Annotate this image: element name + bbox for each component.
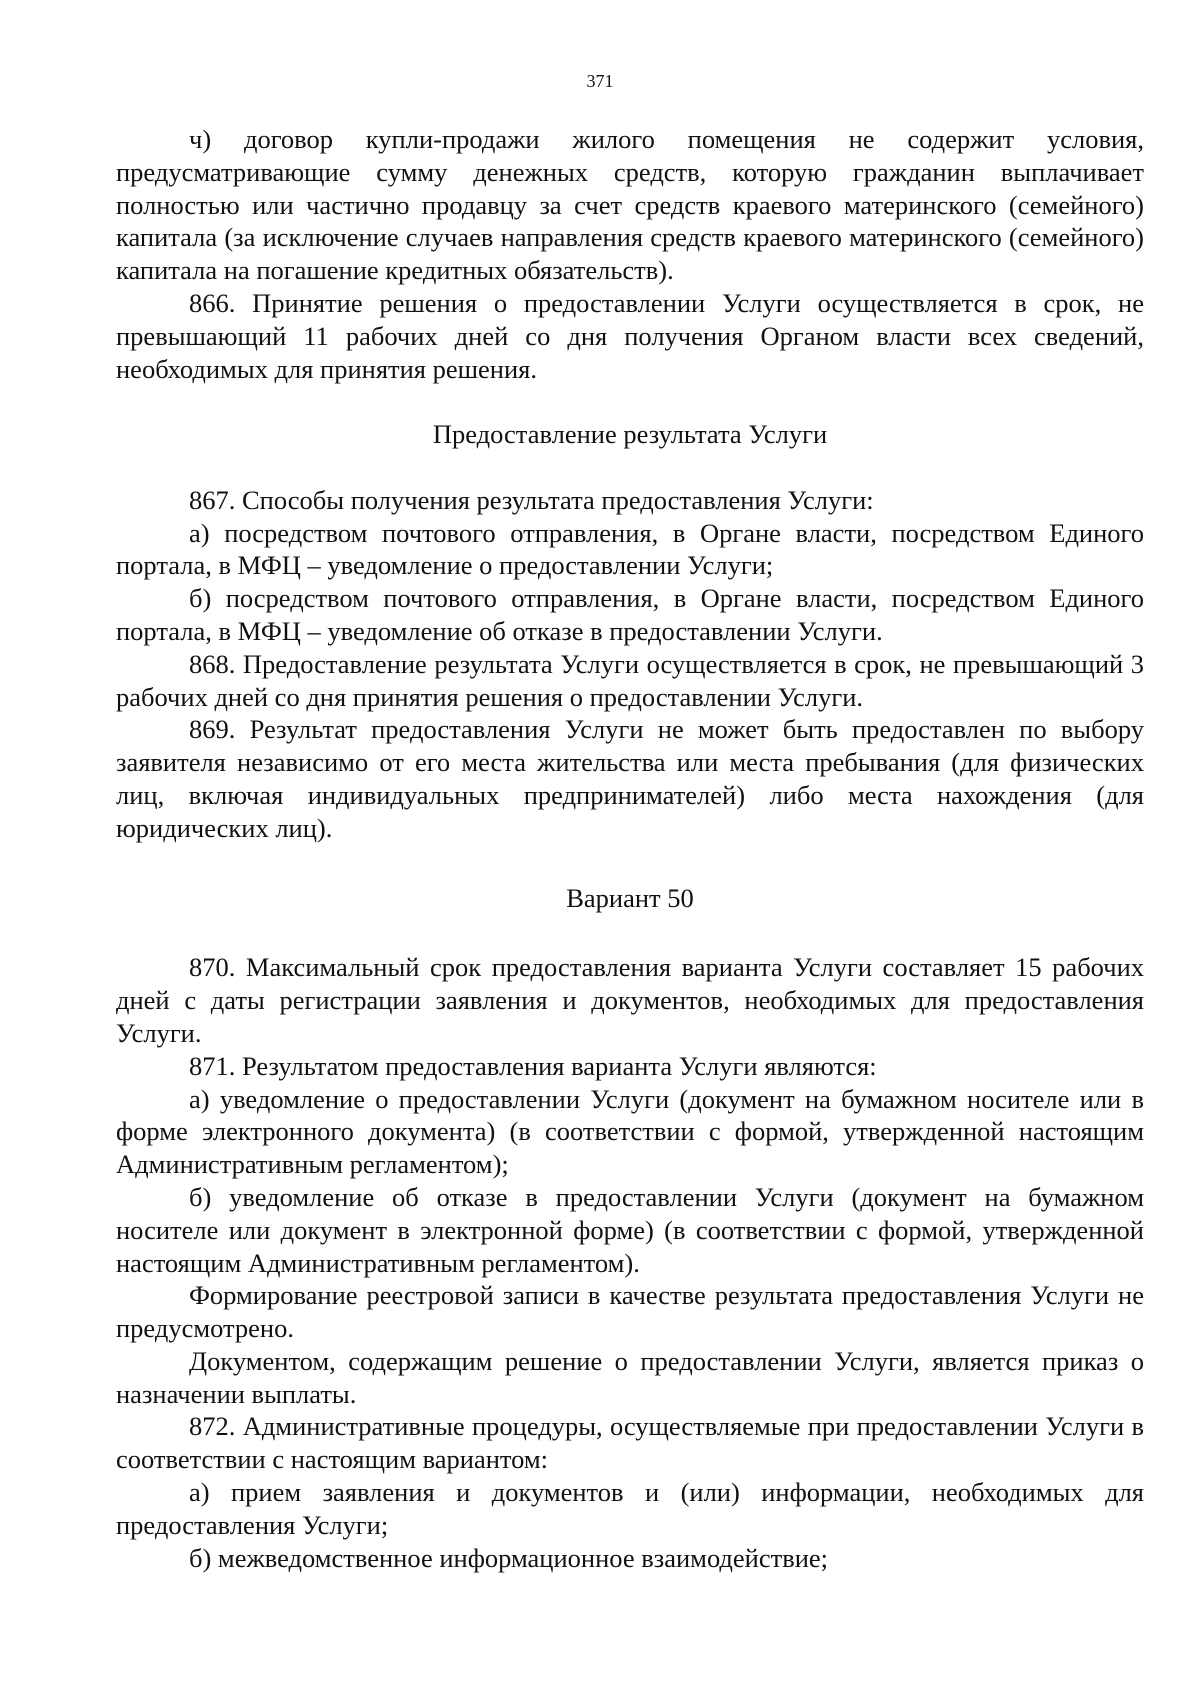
paragraph-867: 867. Способы получения результата предоставления Услуги:	[189, 484, 874, 515]
document-body	[116, 123, 1144, 1574]
paragraph-872-b: б) межведомственное информационное взаимодействие;	[189, 1542, 829, 1573]
paragraph-870: 870. Максимальный срок предоставления варианта Услуги составляет 15 рабочих дней с даты регистрации заявления и документов, необходимых для предоставления Услуги.	[116, 952, 1144, 1048]
page-number: 371	[586, 71, 614, 91]
section-heading-result: Предоставление результата Услуги	[432, 419, 828, 450]
paragraph-871: 871. Результатом предоставления варианта Услуги являются:	[189, 1050, 877, 1081]
paragraph-872-a: а) прием заявления и документов и (или) информации, необходимых для предоставления Услуги;	[116, 1477, 1144, 1540]
paragraph-872: 872. Административные процедуры, осуществляемые при предоставлении Услуги в соответствии с настоящим вариантом:	[116, 1411, 1144, 1475]
paragraph-867-a: а) посредством почтового отправления, в Органе власти, посредством Единого портала, в МФЦ – уведомление о предоставлении Услуги;	[116, 517, 1144, 581]
paragraph-registry-record: Формирование реестровой записи в качестве результата предоставления Услуги не предусмотрено.	[116, 1280, 1144, 1344]
paragraph-868: 868. Предоставление результата Услуги осуществляется в срок, не превышающий 3 рабочих дней со дня принятия решения о предоставлении Услуги.	[116, 648, 1144, 712]
paragraph-871-b: б) уведомление об отказе в предоставлении Услуги (документ на бумажном носителе или документ в электронной форме) (в соответствии с формой, утвержденной настоящим Административным регламентом).	[116, 1181, 1144, 1278]
paragraph-decision-document: Документом, содержащим решение о предоставлении Услуги, является приказ о назначении выплаты.	[116, 1345, 1144, 1409]
paragraph-871-a: а) уведомление о предоставлении Услуги (документ на бумажном носителе или в форме электронного документа) (в соответствии с формой, утвержденной настоящим Административным регламентом);	[116, 1083, 1144, 1180]
section-heading-variant-50: Вариант 50	[566, 882, 694, 913]
paragraph-869: 869. Результат предоставления Услуги не может быть предоставлен по выбору заявителя независимо от его места жительства или места пребывания (для физических лиц, включая индивидуальных предпринимателей) либо места нахождения (для юридических лиц).	[116, 714, 1144, 843]
paragraph-item-ch: ч) договор купли-продажи жилого помещения не содержит условия, предусматривающие сумму денежных средств, которую гражданин выплачивает полностью или частично продавцу за счет средств краевого материнского (семейного) капитала (за исключение случаев направления средств краевого материнского (семейного) капитала на погашение кредитных обязательств).	[116, 124, 1144, 286]
paragraph-867-b: б) посредством почтового отправления, в Органе власти, посредством Единого портала, в МФЦ – уведомление об отказе в предоставлении Услуги.	[116, 583, 1144, 646]
paragraph-866: 866. Принятие решения о предоставлении Услуги осуществляется в срок, не превышающий 11 рабочих дней со дня получения Органом власти всех сведений, необходимых для принятия решения.	[116, 287, 1144, 384]
